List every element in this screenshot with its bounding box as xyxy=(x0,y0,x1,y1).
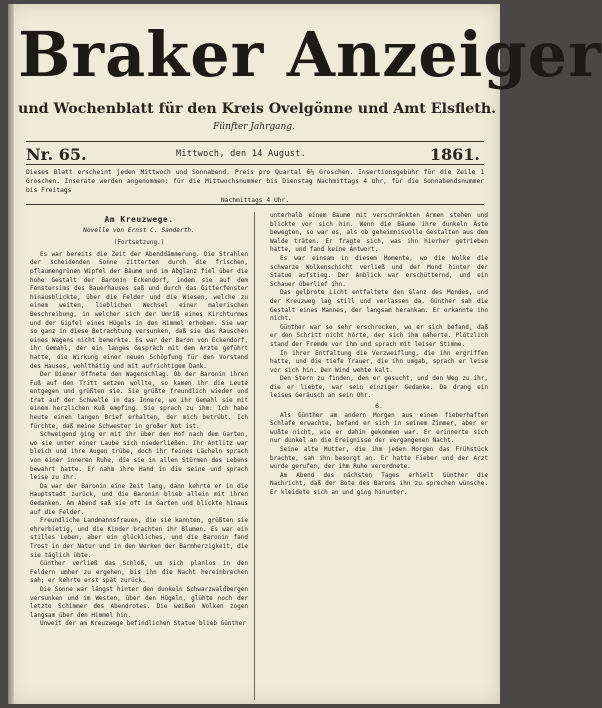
header-rule-bottom xyxy=(26,164,484,165)
paragraph: Günther war so sehr erschrocken, wo er sich befand, daß er den Schritt nicht hörte, der sich ihm näherte. Plötzlich stand der Fremde vor ihm und sprach mit leiser Stimme. xyxy=(270,323,488,348)
paragraph: Es war einsam in diesem Momente, wo die Wolke die schwarze Wolkenschicht verließ und der Mond hinter der Statue aufstieg. Der Anblick war erschütternd, und ein Schauer überlief ihn. xyxy=(270,254,488,288)
paragraph: Freundliche Landmannsfrauen, die sie kannten, grüßten sie ehrerbietig, und die Kinder brachten ihr Blumen. Es war ein stilles Leben, aber ein glückliches, und die Baronin fand Trost in der Natur und in den Werken der Barmherzigkeit, die sie täglich übte. xyxy=(30,517,248,559)
subscription-notice xyxy=(26,168,484,205)
paragraph: Es war bereits die Zeit der Abenddämmerung. Die Strahlen der scheidenden Sonne zitterten durch die frischen, pflaumengrünen Wipfel der Bäume und im Abglanz fiel über die hohe Gestalt der Baronin Eckendorf, indem sie auf dem Fenstersims des Bauerhauses saß und durch das Gitterfenster hinausblickte, über die Felder und die Wiesen, welche zu einem weiten, lieblichen Wechsel einer malerischen Beschreibung, in welcher sich der Umriß eines Kirchturmes und der Gipfel eines Hügels in den Himmel erhoben. Sie war so ganz in diese Betrachtung versunken, daß sie das Rauschen eines Wagens nicht bemerkte. Es war der Baron von Eckendorf, ihr Gemahl, der ein langes Gespräch mit dem Arzte geführt hatte, die Wirkung einer neuen Schöpfung für den Vorstand des Hauses, wohlthätig und mit aufrichtigem Dank. xyxy=(30,250,248,370)
issue-date: Mittwoch, den 14 August. xyxy=(176,149,307,159)
paragraph: Das gelbrote Licht entfaltete den Glanz des Mondes, und der Kreuzweg lag still und verlassen da. Günther sah die Gestalt eines Mannes, der langsam herankam. Er erkannte ihn nicht. xyxy=(270,289,488,323)
paragraph: unterhalb einem Baume mit verschränkten Armen stehen und blickte vor sich hin. Wenn die Bäume ihre dunkeln Äste bewegten, so war es, als ob geheimnisvolle Gestalten aus dem Walde träten. Er fragte sich, was ihn hierher getrieben hatte, und fand keine Antwort. xyxy=(270,212,488,254)
article-column-left xyxy=(30,212,248,629)
notice-body: Dieses Blatt erscheint jeden Mittwoch und Sonnabend. Preis pro Quartal 6¼ Groschen. Insertionsgebühr für die Zeile 1 Groschen. Inserate werden angenommen: für die Mittwochsnummer bis Dienstag Nachmittags 4 Uhr, für die Sonnabendsnummer bis Freitags xyxy=(26,169,484,195)
masthead-title: Braker Anzeiger xyxy=(18,18,602,91)
paragraph: Da war der Baronin eine Zeit lang, dann kehrte er in die Hauptstadt zurück, und die Baronin blieb allein mit ihren Gedanken. Am Abend saß sie oft im Garten und blickte hinaus auf die Felder. xyxy=(30,482,248,516)
article-column-right xyxy=(270,212,488,498)
newspaper-page xyxy=(8,4,602,704)
header-rule-top xyxy=(26,141,484,142)
notice-last-line: Nachmittags 4 Uhr. xyxy=(220,196,290,204)
paragraph: Als Günther am andern Morgen aus einem fieberhaften Schlafe erwachte, befand er sich in seinem Zimmer, aber er wußte nicht, wie er dahin gekommen war. Er erinnerte sich nur dunkel an die Ereignisse der vergangenen Nacht. xyxy=(270,411,488,445)
page-spine xyxy=(8,4,14,704)
volume-label: Fünfter Jahrgang. xyxy=(213,122,295,132)
paragraph: Unweit der am Kreuzwege befindlichen Statue blieb Günther xyxy=(40,620,246,628)
issue-year: 1861. xyxy=(429,145,480,164)
paragraph: Die Sonne war längst hinter den dunkeln Schwarzwaldbergen versunken und im Westen, über den Hügeln, glühte noch der letzte Schimmer des Abendrotes. Die weißen Wolken zogen langsam über den Himmel hin. xyxy=(30,585,248,619)
issue-row xyxy=(26,145,484,163)
column-divider xyxy=(254,212,255,700)
paragraph: In ihrer Entfaltung die Verzweiflung, die ihn ergriffen hatte, und die tiefe Trauer, die ihn umgab, sprach er leise vor sich hin. Der Wind wehte kalt. xyxy=(270,349,488,374)
paragraph: Seine alte Mutter, die ihm jeden Morgen das Frühstück brachte, sah ihn besorgt an. Er hatte Fieber und der Arzt wurde gerufen, der ihm Ruhe verordnete. xyxy=(270,446,488,471)
paragraph: Günther verließ das Schloß, um sich planlos in den Feldern umher zu ergehen, bis ihn die Nacht hereinbrechen sah; er kehrte erst spät zurück. xyxy=(30,560,248,585)
paragraph: Den Stern zu finden, den er gesucht, und den Weg zu ihr, die er liebte, war sein einziger Gedanke. Da drang ein leises Geräusch an sein Ohr. xyxy=(270,375,488,400)
article-continuation: (Fortsetzung.) xyxy=(113,239,165,247)
notice-rule xyxy=(26,204,484,205)
article-subtitle: Novelle von Ernst C. Sanderth. xyxy=(83,226,195,234)
section-number: 6. xyxy=(375,402,383,411)
article-title: Am Kreuzwege. xyxy=(104,215,174,224)
paragraph: Schweigend ging er mit ihr über den Hof nach dem Garten, wo sie unter einer Laube sich niederließen. Ihr Antlitz war bleich und ihre Augen trübe, doch ihr feines Lächeln sprach von einer inneren Ruhe, die sie in allen Stürmen des Lebens bewahrt hatte. Er nahm ihre Hand in die seine und sprach leise zu ihr. xyxy=(30,431,248,482)
paragraph: Der Diener öffnete den Wagenschlag. Ob der Baronin ihren Fuß auf den Tritt setzen wollte, so kamen ihr die Leute entgegen und grüßten sie. Sie grüßte freundlich wieder und trat auf der Schwelle in das Innere, wo ihr Gemahl sie mit einem herzlichen Kuß empfing. Sie sprach zu ihm: Ich habe heute einen langen Brief erhalten, der mich betrübt. Ich fürchte, daß meine Schwester in großer Not ist. xyxy=(30,371,248,430)
masthead-subtitle: und Wochenblatt für den Kreis Ovelgönne und Amt Elsfleth. xyxy=(18,101,497,117)
issue-number: Nr. 65. xyxy=(26,145,87,164)
paragraph: Am Abend des nächsten Tages erhielt Günther die Nachricht, daß der Bote des Barons ihn zu sprechen wünsche. Er kleidete sich an und ging hinunter. xyxy=(270,471,488,496)
